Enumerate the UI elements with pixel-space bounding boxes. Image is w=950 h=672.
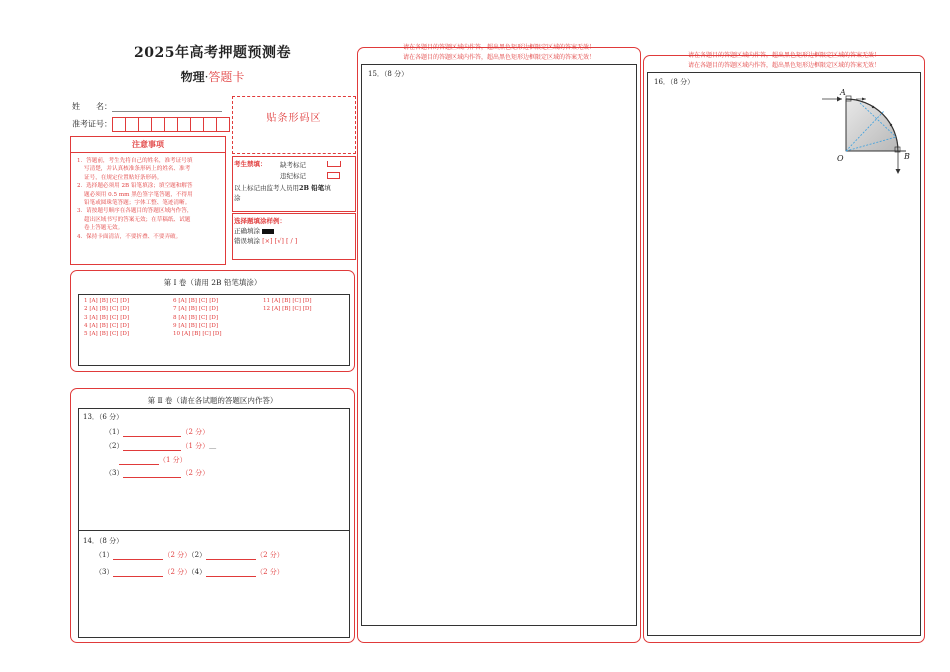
sample-box [232,213,356,260]
subject-name: 物理 [180,70,205,84]
q15-title: 15．（8 分） [368,70,409,78]
notice-line: 铅笔或圆珠笔答题；字体工整、笔迹清晰。 [84,200,191,207]
q13-l1-label: （1） [105,428,124,436]
mc-row[interactable]: 3 [A] [B] [C] [D] [84,314,130,321]
prohibit-label: 考生禁填： [234,160,267,168]
notice-list [71,153,225,241]
q16-section [643,52,925,643]
mc-row[interactable]: 8 [A] [B] [C] [D] [173,314,219,321]
answer-blank[interactable] [123,470,181,478]
q16-title: 16．（8 分） [654,78,695,86]
prohibit-box [232,156,356,212]
prohibit-note [234,183,331,192]
prohibit-note-c: 填 [324,184,331,192]
q14-line2 [95,567,284,577]
violate-label: 违纪标记 [280,172,306,180]
notice-line: 超出区域书写的答案无效；在草稿纸、试题 [84,216,191,223]
mc-col-1 [84,297,129,338]
mc-row[interactable]: 2 [A] [B] [C] [D] [84,306,130,313]
q14-l1-label: （1） [95,551,114,559]
part2-section [70,388,355,643]
part1-section [70,270,355,372]
q14-title: 14．（8 分） [83,537,124,545]
answer-blank[interactable] [206,569,256,577]
q13-line1 [105,427,209,437]
notice-line: 3．请按题号顺序在各题目的答题区域内作答， [77,208,193,215]
answer-blank[interactable] [206,552,256,560]
answer-blank[interactable] [113,569,163,577]
warning-right: 请在各题目的答题区域内作答，超出黑色矩形边框限定区域的答案无效！ [687,52,880,59]
q14-l2-score: （2 分） [256,551,284,559]
notice-line: 写清楚，并认真核准条形码上的姓名、准考 [84,166,191,173]
q14-l3-score: （2 分） [163,568,192,576]
q14-l2-label: （2） [191,551,207,559]
q13-l2-label: （2） [105,442,124,450]
subject-title [70,68,355,85]
notice-line: 2．选择题必须用 2B 铅笔填涂；填空题和解答 [77,183,193,190]
prohibit-note-b: 2B 铅笔 [299,184,325,192]
mc-col-2 [173,297,222,338]
mc-row[interactable]: 9 [A] [B] [C] [D] [173,322,219,329]
filled-mark-icon [262,229,274,234]
q13-line3 [105,468,209,478]
warning-top-2: 请在各题目的答题区域内作答，超出黑色矩形边框限定区域的答案无效！ [402,54,595,61]
mc-row[interactable]: 12 [A] [B] [C] [D] [263,306,312,313]
q13-l2b-score: （1 分） [159,456,187,464]
mc-grid [78,294,350,366]
mc-row[interactable]: 11 [A] [B] [C] [D] [263,298,312,304]
q14-l3-label: （3） [95,568,114,576]
answer-blank[interactable] [119,457,159,465]
name-field[interactable] [112,103,222,112]
outgoing-arrow-icon [896,169,901,174]
q16-answer-area[interactable] [647,72,921,636]
q13-title: 13．（6 分） [83,413,124,421]
mc-row[interactable]: 4 [A] [B] [C] [D] [84,322,130,329]
q15-answer-area[interactable] [361,64,637,626]
notice-line: 卷上答题无效。 [84,225,124,232]
part1-heading: 第 Ⅰ 卷（请用 2B 铅笔填涂） [163,278,262,287]
q14-line1 [95,550,284,560]
q13-line2b [119,455,187,465]
mc-row[interactable]: 1 [A] [B] [C] [D] [84,298,130,304]
q13-l2-score: （1 分） [181,442,210,450]
prohibit-note-a: 以上标记由监考人员用 [234,184,299,192]
sample-correct-row [234,226,274,235]
point-a-label: A [840,88,846,97]
notice-box [70,136,226,265]
q16-figure [820,79,918,179]
barcode-label: 贴条形码区 [266,113,322,124]
warning-top: 请在各题目的答题区域内作答，超出黑色矩形边框限定区域的答案无效！ [402,44,595,51]
answer-blank[interactable] [123,443,181,451]
mc-row[interactable]: 6 [A] [B] [C] [D] [173,298,219,304]
subject-separator: · [204,70,209,84]
prohibit-note-d: 涂 [234,194,241,202]
sample-wrong-marks: [×] [√] [ / ] [262,237,298,245]
mc-col-3 [263,297,312,314]
part2-heading: 第 Ⅱ 卷（请在各试题的答题区内作答） [147,396,278,405]
sample-heading: 选择题填涂样例： [234,217,286,225]
notice-line: 1．答题前，考生先将自己的姓名，准考证号填 [77,158,193,164]
point-b-label: B [904,152,910,161]
sample-wrong-row [234,236,297,245]
id-label: 准考证号： [72,119,112,129]
sample-wrong-label: 错误填涂 [234,237,260,245]
card-label: 答题卡 [208,70,245,84]
incoming-arrow-icon [837,97,842,102]
q14-l1-score: （2 分） [163,551,192,559]
mc-row[interactable]: 10 [A] [B] [C] [D] [173,331,222,338]
sample-correct-label: 正确填涂 [234,227,260,235]
q14-box[interactable] [78,529,350,638]
mc-row[interactable]: 7 [A] [B] [C] [D] [173,306,219,313]
q13-line2 [105,441,216,451]
answer-blank[interactable] [113,552,163,560]
name-row [72,101,222,112]
q14-l4-label: （4） [191,568,207,576]
notice-line: 4．保持卡面清洁，不要折叠、不要弄破。 [77,233,182,240]
page-title: 2025年高考押题预测卷 [134,45,291,61]
id-row [72,117,229,132]
q13-box[interactable] [78,408,350,531]
violate-mark-box[interactable] [327,172,340,179]
q15-section [357,44,641,643]
point-o-label: O [837,154,844,163]
id-boxes[interactable] [112,117,229,132]
q13-l2-tail: ＿ [209,442,217,450]
notice-line: 题必须用 0.5 mm 黑色签字笔答题，不得用 [84,191,193,198]
absent-mark-box[interactable] [327,161,341,167]
absent-label: 缺考标记 [280,161,306,169]
q13-l1-score: （2 分） [181,428,210,436]
name-label: 姓 名： [72,102,112,111]
notice-line: 证号，在规定位置贴好条形码。 [84,174,163,181]
warning-right-2: 请在各题目的答题区域内作答，超出黑色矩形边框限定区域的答案无效！ [687,62,880,69]
mc-row[interactable]: 5 [A] [B] [C] [D] [84,331,130,338]
barcode-area [232,96,356,154]
q14-l4-score: （2 分） [256,568,284,576]
q13-l3-label: （3） [105,469,124,477]
answer-blank[interactable] [123,429,181,437]
arc-point-icon [872,106,874,108]
notice-heading: 注意事项 [71,137,225,153]
arc-point-icon [890,124,892,126]
q13-l3-score: （2 分） [181,469,210,477]
velocity-marker-icon [862,98,866,101]
